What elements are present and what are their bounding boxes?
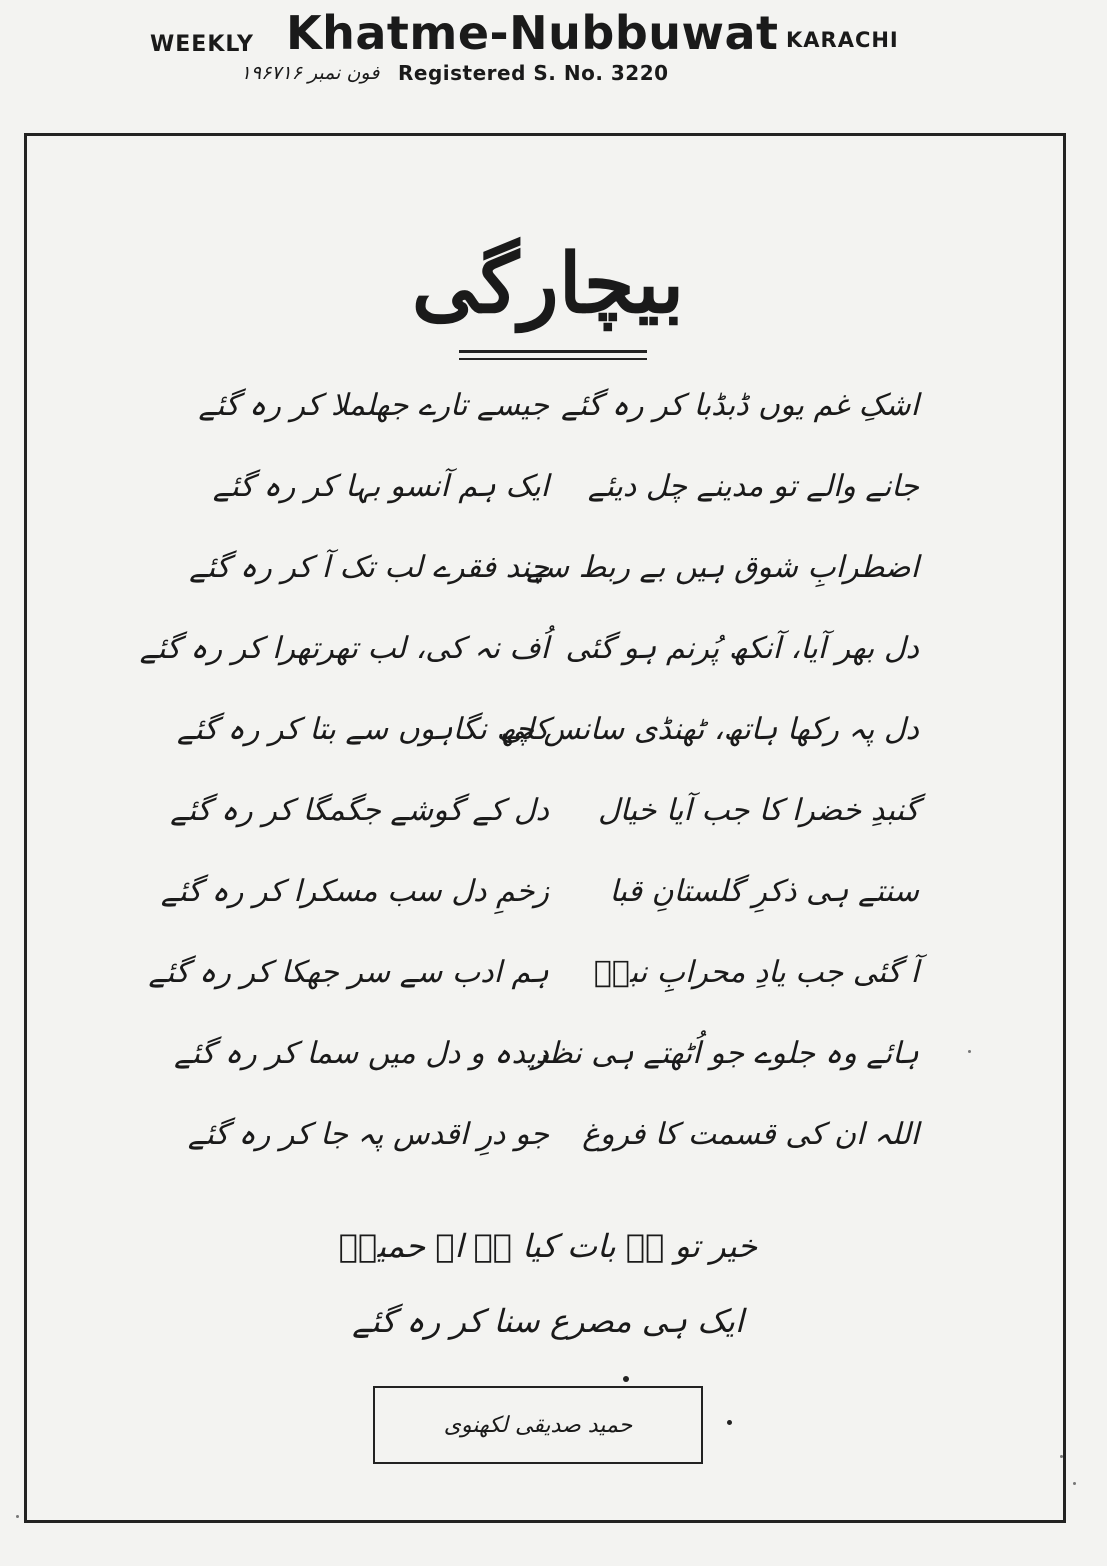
maqta-first-line: خیر تو ہے بات کیا ہے اے حمیدؔ (338, 1227, 758, 1265)
couplet (27, 1105, 1069, 1186)
author-box (373, 1386, 703, 1464)
masthead-weekly: WEEKLY (150, 32, 254, 57)
ink-dot (623, 1376, 629, 1382)
couplet-list (27, 376, 1069, 1186)
couplet-second-line: ہم ادب سے سر جھکا کر رہ گئے (148, 955, 549, 990)
couplet (27, 862, 1069, 943)
paper-speck (1073, 1482, 1076, 1485)
couplet-first-line: اشکِ غم یوں ڈبڈبا کر رہ گئے (561, 388, 919, 423)
masthead-city: KARACHI (786, 28, 899, 52)
couplet (27, 943, 1069, 1024)
couplet-first-line: جانے والے تو مدینے چل دیئے (587, 469, 919, 504)
couplet (27, 781, 1069, 862)
poem-title: بیچارگی (411, 236, 685, 332)
couplet-second-line: زخمِ دل سب مسکرا کر رہ گئے (160, 874, 549, 909)
couplet-second-line: ایک ہم آنسو بہا کر رہ گئے (212, 469, 549, 504)
couplet (27, 619, 1069, 700)
couplet-first-line: آ گئی جب یادِ محرابِ نبیؐ (593, 955, 919, 990)
couplet-first-line: دل پہ رکھا ہاتھ، ٹھنڈی سانس لی (499, 712, 919, 747)
couplet-second-line: دل کے گوشے جگمگا کر رہ گئے (170, 793, 549, 828)
couplet (27, 1024, 1069, 1105)
couplet (27, 538, 1069, 619)
couplet-first-line: اضطرابِ شوق ہیں بے ربط سے (526, 550, 919, 585)
paper-speck (16, 1515, 19, 1518)
paper-speck (968, 1050, 971, 1053)
couplet-second-line: جیسے تارے جھلملا کر رہ گئے (198, 388, 549, 423)
couplet-first-line: اللہ ان کی قسمت کا فروغ (582, 1117, 919, 1152)
masthead-title: Khatme-Nubbuwat (286, 6, 779, 60)
title-rule-bottom (459, 358, 647, 360)
paper-speck (1060, 1455, 1063, 1458)
couplet-second-line: چند فقرے لب تک آ کر رہ گئے (189, 550, 549, 585)
couplet (27, 700, 1069, 781)
title-rule-top (459, 350, 647, 353)
poem-frame (24, 133, 1066, 1523)
maqta (27, 1216, 1069, 1366)
couplet-first-line: سنتے ہی ذکرِ گلستانِ قبا (609, 874, 919, 909)
couplet (27, 376, 1069, 457)
maqta-second-line: ایک ہی مصرع سنا کر رہ گئے (352, 1302, 744, 1340)
couplet-first-line: دل بھر آیا، آنکھ پُرنم ہو گئی (565, 631, 919, 666)
couplet (27, 457, 1069, 538)
couplet-second-line: اُف نہ کی، لب تھرتھرا کر رہ گئے (139, 631, 549, 666)
couplet-first-line: ہائے وہ جلوے جو اُٹھتے ہی نظر (532, 1036, 919, 1071)
author-name: حمید صدیقی لکھنوی (443, 1412, 633, 1438)
couplet-second-line: دیدہ و دل میں سما کر رہ گئے (174, 1036, 549, 1071)
masthead (0, 0, 1107, 110)
couplet-first-line: گنبدِ خضرا کا جب آیا خیال (597, 793, 919, 828)
masthead-phone: فون نمبر ۱۹۶۷۱۶ (240, 62, 380, 84)
couplet-second-line: کچھ نگاہوں سے بتا کر رہ گئے (176, 712, 549, 747)
couplet-second-line: جو درِ اقدس پہ جا کر رہ گئے (187, 1117, 549, 1152)
masthead-registration: Registered S. No. 3220 (398, 61, 669, 85)
ink-dot (727, 1420, 732, 1425)
